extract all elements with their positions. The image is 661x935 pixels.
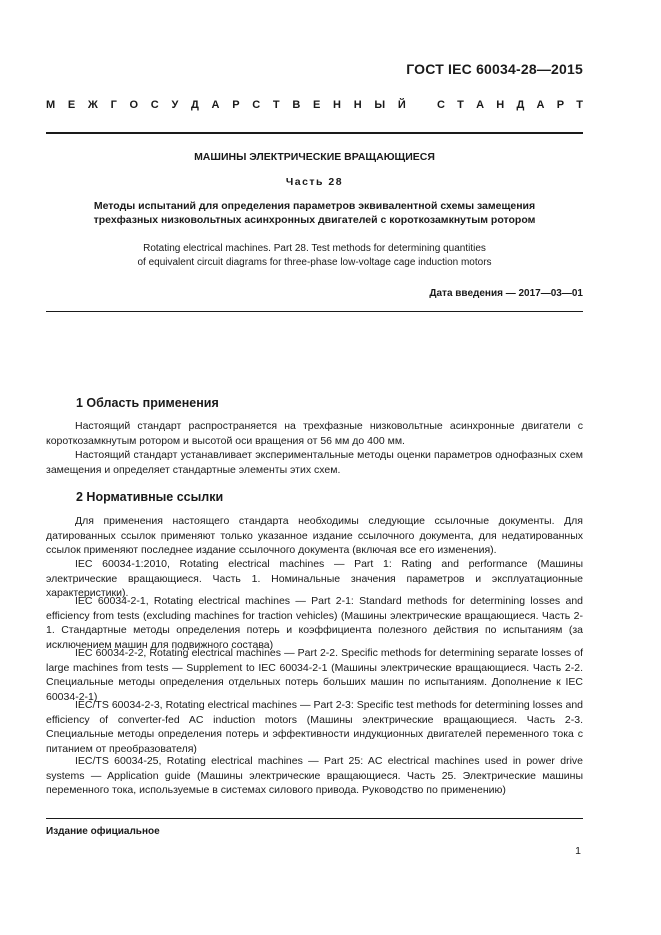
banner-letter: У [171, 99, 179, 111]
banner-letter: Н [496, 99, 505, 111]
part-label: Часть 28 [285, 176, 344, 188]
page-number: 1 [575, 845, 581, 857]
reference-entry: IEC/TS 60034-25, Rotating electrical machines — Part 25: AC electrical machines used in power drive systems — Application guide (Машины электрические вращающиеся. Часть 25. Электрические машины переменного тока, используемые в системах силового привода. Руководство по применению) [46, 755, 583, 797]
banner-letter: Т [457, 99, 464, 111]
paragraph: Для применения настоящего стандарта необходимы следующие ссылочные документы. Для датированных ссылок применяют только указанное издание ссылочного документа, для недатированных ссылок применяют последнее издание ссылочного документа (включая все его изменения). [46, 515, 583, 557]
banner-letter: О [129, 99, 139, 111]
banner-letter: А [211, 99, 220, 111]
section-heading-normative-references: 2 Нормативные ссылки [76, 490, 224, 504]
banner-letter: Т [576, 99, 583, 111]
subtitle-english [46, 242, 583, 270]
banner-letter: Й [397, 99, 406, 111]
banner-letter: Т [272, 99, 280, 111]
official-edition-label: Издание официальное [46, 826, 160, 837]
banner-letter: Е [67, 99, 76, 111]
banner-letter: Р [232, 99, 240, 111]
banner-letter: С [150, 99, 159, 111]
banner-letter: Д [516, 99, 525, 111]
banner-letter: М [46, 99, 56, 111]
banner-letter: Н [333, 99, 341, 111]
reference-entry: IEC 60034-2-1, Rotating electrical machines — Part 2-1: Standard methods for determining losses and efficiency from tests (excluding machines for traction vehicles) (Машины электрические вращающиеся. Часть 2-1. Стандартные методы определения потерь и коэффициента полезного действия по испытаниям (за исключением машин для подвижного состава) [46, 595, 583, 651]
document-title: МАШИНЫ ЭЛЕКТРИЧЕСКИЕ ВРАЩАЮЩИЕСЯ [194, 151, 435, 163]
banner-letter: А [476, 99, 485, 111]
banner-letter: Р [556, 99, 565, 111]
banner-letter: В [292, 99, 301, 111]
paragraph: Настоящий стандарт распространяется на трехфазные низковольтные асинхронные двигатели с короткозамкнутым ротором и высотой оси вращения от 56 мм до 400 мм. [46, 420, 583, 447]
banner-letter: Е [313, 99, 321, 111]
intro-date-divider [46, 311, 583, 312]
paragraph: Настоящий стандарт устанавливает экспериментальные методы оценки параметров однофазных схем замещения и определяет стандартные элементы этих схем. [46, 449, 583, 476]
subtitle-ru-line: Методы испытаний для определения параметров эквивалентной схемы замещения [93, 200, 536, 212]
reference-entry: IEC 60034-2-2, Rotating electrical machines — Part 2-2. Specific methods for determining separate losses of large machines from tests — Supplement to IEC 60034-2-1 (Машины электрические вращающиеся. Часть 2-2. Специальные методы определения отдельных потерь больших машин по испытаниям. Дополнение к IEC 60034-2-1) [46, 647, 583, 703]
subtitle-russian [46, 199, 583, 227]
reference-entry: IEC 60034-1:2010, Rotating electrical machines — Part 1: Rating and performance (Машины электрические вращающиеся. Часть 1. Номинальные значения параметров и эксплуатационные характеристики). [46, 558, 583, 600]
footer-divider [46, 818, 583, 819]
subtitle-en-line: Rotating electrical machines. Part 28. Test methods for determining quantities [143, 243, 486, 254]
banner-letter: Н [353, 99, 362, 111]
banner-letter: С [252, 99, 261, 111]
subtitle-ru-line: трехфазных низковольтных асинхронных двигателей с короткозамкнутым ротором [93, 214, 536, 226]
banner-letter: Д [191, 99, 199, 111]
subtitle-en-line: of equivalent circuit diagrams for three-phase low-voltage cage induction motors [137, 257, 492, 268]
interstate-standard-banner [46, 99, 583, 111]
document-code: ГОСТ IEC 60034-28—2015 [406, 61, 583, 77]
banner-letter: А [536, 99, 545, 111]
banner-letter: С [437, 99, 445, 111]
banner-letter: Ж [87, 99, 98, 111]
header-divider [46, 132, 583, 134]
banner-letter: Г [110, 99, 117, 111]
introduction-date: Дата введения — 2017—03—01 [429, 288, 583, 299]
section-heading-scope: 1 Область применения [76, 396, 219, 410]
interstate-word [46, 99, 406, 111]
banner-letter: Ы [374, 99, 386, 111]
reference-entry: IEC/TS 60034-2-3, Rotating electrical machines — Part 2-3: Specific test methods for determining losses and efficiency of converter-fed AC induction motors (Машины электрические вращающиеся. Часть 2-3. Специальные методы определения потерь и эффективности индукционных двигателей переменного тока с питанием от преобразователя) [46, 699, 583, 755]
standard-word [437, 99, 583, 111]
